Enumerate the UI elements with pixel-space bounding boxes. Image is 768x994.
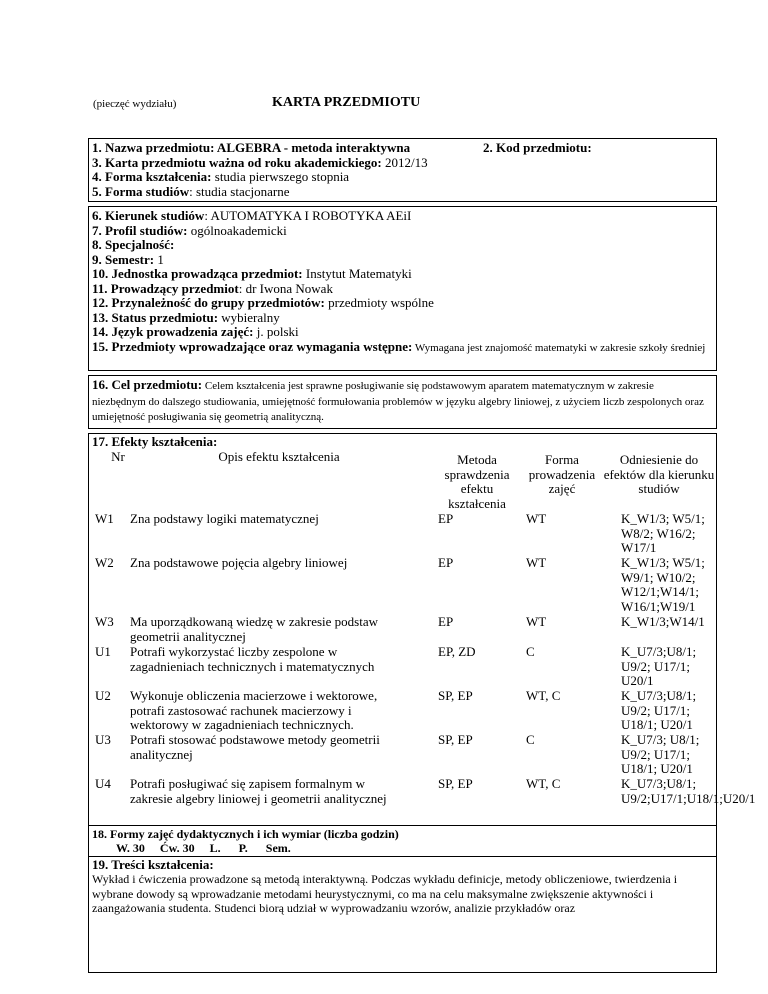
education-form-label: 4. Forma kształcenia: (92, 169, 212, 184)
effect-desc: Zna podstawowe pojęcia algebry liniowej (130, 555, 348, 570)
goal-text (89, 378, 716, 425)
effect-form: WT (526, 555, 547, 570)
status-value: wybieralny (218, 309, 280, 325)
effect-desc: Wykonuje obliczenia macierzowe i wektorowe, potrafi zastosować rachunek macierzowy i wektorowy w zagadnieniach technicznych. (130, 688, 378, 732)
unit-value: Instytut Matematyki (302, 266, 412, 281)
specialty-label: 8. Specjalność: (92, 237, 175, 252)
divider (89, 825, 716, 826)
prerequisites-value: Wymagana jest znajomość matematyki w zakresie szkoły średniej (412, 341, 706, 354)
row-specialty (89, 238, 716, 253)
section-basic-info (88, 138, 717, 202)
effect-reference: K_U7/3; U8/1; U9/2; U17/1; U18/1; U20/1 (621, 732, 700, 776)
row-prerequisites (89, 340, 716, 356)
goal-value: Celem kształcenia jest sprawne posługiwanie się podstawowym aparatem matematycznym w zakresie niezbędnym do dalszego studiowania, umiejętność formułowania problemów w języku algebry liniowej, z użyciem liczb zespolonych oraz umiejętność posługiwania się geometrią analityczną. (92, 380, 704, 423)
effect-method: EP, ZD (438, 644, 476, 659)
effect-form: C (526, 732, 535, 747)
profile-label: 7. Profil studiów: (92, 222, 188, 238)
effect-nr: U1 (95, 644, 111, 659)
effect-method: EP (438, 511, 454, 526)
effect-form: C (526, 644, 535, 659)
document-title: KARTA PRZEDMIOTU (272, 95, 421, 110)
language-label: 14. Język prowadzenia zajęć: (92, 324, 254, 339)
effect-method: SP, EP (438, 732, 473, 747)
effect-desc: Potrafi stosować podstawowe metody geometrii analitycznej (130, 732, 380, 762)
effect-desc: Zna podstawy logiki matematycznej (130, 511, 319, 526)
study-form-label: 5. Forma studiów (92, 183, 190, 199)
row-lecturer (89, 282, 716, 297)
effect-reference: K_U7/3;U8/1; U9/2; U17/1; U18/1; U20/1 (621, 688, 697, 732)
col-header-odniesienie: Odniesienie do efektów dla kierunku studiów (603, 452, 715, 496)
forms-title: 18. Formy zajęć dydaktycznych i ich wymiar (liczba godzin) (92, 827, 399, 841)
stamp-label: (pieczęć wydziału) (93, 98, 177, 110)
effect-desc: Ma uporządkowaną wiedzę w zakresie podstaw geometrii analitycznej (130, 614, 378, 644)
effect-form: WT (526, 614, 547, 629)
lecturer-value: : dr Iwona Nowak (238, 280, 333, 296)
effect-form: WT, C (526, 776, 561, 791)
col-header-forma: Forma prowadzenia zajęć (528, 452, 596, 496)
effect-reference: K_U7/3;U8/1; U9/2;U17/1;U18/1;U20/1 (621, 776, 756, 806)
effect-nr: U2 (95, 688, 111, 703)
effect-method: SP, EP (438, 776, 473, 791)
subject-code-label: 2. Kod przedmiotu: (483, 140, 592, 155)
row-language (89, 325, 716, 340)
profile-value: ogólnoakademicki (187, 222, 287, 238)
effect-method: EP (438, 555, 454, 570)
effect-desc: Potrafi posługiwać się zapisem formalnym w zakresie algebry liniowej i geometrii analitycznej (130, 776, 387, 806)
row-education-form (89, 170, 716, 185)
effect-reference: K_U7/3;U8/1; U9/2; U17/1; U20/1 (621, 644, 697, 688)
row-study-form (89, 185, 716, 200)
effect-form: WT (526, 511, 547, 526)
effects-title: 17. Efekty kształcenia: (92, 434, 218, 449)
row-status (89, 311, 716, 326)
semester-label: 9. Semestr: (92, 251, 155, 267)
effect-reference: K_W1/3; W5/1; W9/1; W10/2; W12/1;W14/1; W16/1;W19/1 (621, 555, 705, 614)
field-label: 6. Kierunek studiów (92, 208, 205, 223)
effect-nr: W2 (95, 555, 114, 570)
goal-label: 16. Cel przedmiotu: (92, 377, 203, 392)
unit-label: 10. Jednostka prowadząca przedmiot: (92, 266, 303, 281)
prerequisites-label: 15. Przedmioty wprowadzające oraz wymagania wstępne: (92, 338, 413, 354)
row-field (89, 209, 716, 224)
subject-name: 1. Nazwa przedmiotu: ALGEBRA - metoda interaktywna (92, 140, 411, 155)
row-academic-year (89, 156, 716, 171)
effect-reference: K_W1/3;W14/1 (621, 614, 705, 629)
col-header-nr: Nr (111, 449, 125, 464)
education-form-value: studia pierwszego stopnia (211, 169, 350, 184)
language-value: j. polski (253, 324, 299, 339)
field-value: : AUTOMATYKA I ROBOTYKA AEiI (204, 208, 412, 223)
effect-form: WT, C (526, 688, 561, 703)
row-semester (89, 253, 716, 268)
group-label: 12. Przynależność do grupy przedmiotów: (92, 295, 325, 310)
effect-method: EP (438, 614, 454, 629)
content-title: 19. Treści kształcenia: (92, 857, 214, 872)
section-goal (88, 375, 717, 429)
effect-method: SP, EP (438, 688, 473, 703)
section-program-info (88, 206, 717, 371)
study-form-value: : studia stacjonarne (189, 183, 290, 199)
col-header-opis: Opis efektu kształcenia (218, 449, 340, 464)
row-unit (89, 267, 716, 282)
status-label: 13. Status przedmiotu: (92, 309, 219, 325)
row-profile (89, 224, 716, 239)
effect-nr: U4 (95, 776, 111, 791)
group-value: przedmioty wspólne (324, 295, 434, 310)
academic-year-label: 3. Karta przedmiotu ważna od roku akademickiego: (92, 154, 382, 170)
forms-hours: W. 30 Ćw. 30 L. P. Sem. (116, 841, 291, 855)
section-effects (88, 433, 756, 973)
col-header-metoda: Metoda sprawdzenia efektu kształcenia (444, 452, 510, 511)
row-subject-name (89, 141, 716, 156)
academic-year-value: 2012/13 (381, 154, 428, 170)
content-text: Wykład i ćwiczenia prowadzone są metodą interaktywną. Podczas wykładu definicje, metody obliczeniowe, twierdzenia i wybrane dowody są wprowadzanie metodami heurystycznymi, co ma na celu maksymalne zwiększenie aktywności i zaangażowania studenta. Studenci biorą udział w wyprowadzaniu wzorów, analizie przykładów oraz (92, 872, 678, 915)
row-group (89, 296, 716, 311)
effect-nr: W3 (95, 614, 114, 629)
effect-nr: U3 (95, 732, 111, 747)
effect-nr: W1 (95, 511, 114, 526)
lecturer-label: 11. Prowadzący przedmiot (92, 280, 239, 296)
semester-value: 1 (154, 251, 164, 267)
effect-desc: Potrafi wykorzystać liczby zespolone w zagadnieniach technicznych i matematycznych (130, 644, 375, 674)
effect-reference: K_W1/3; W5/1; W8/2; W16/2; W17/1 (621, 511, 705, 555)
